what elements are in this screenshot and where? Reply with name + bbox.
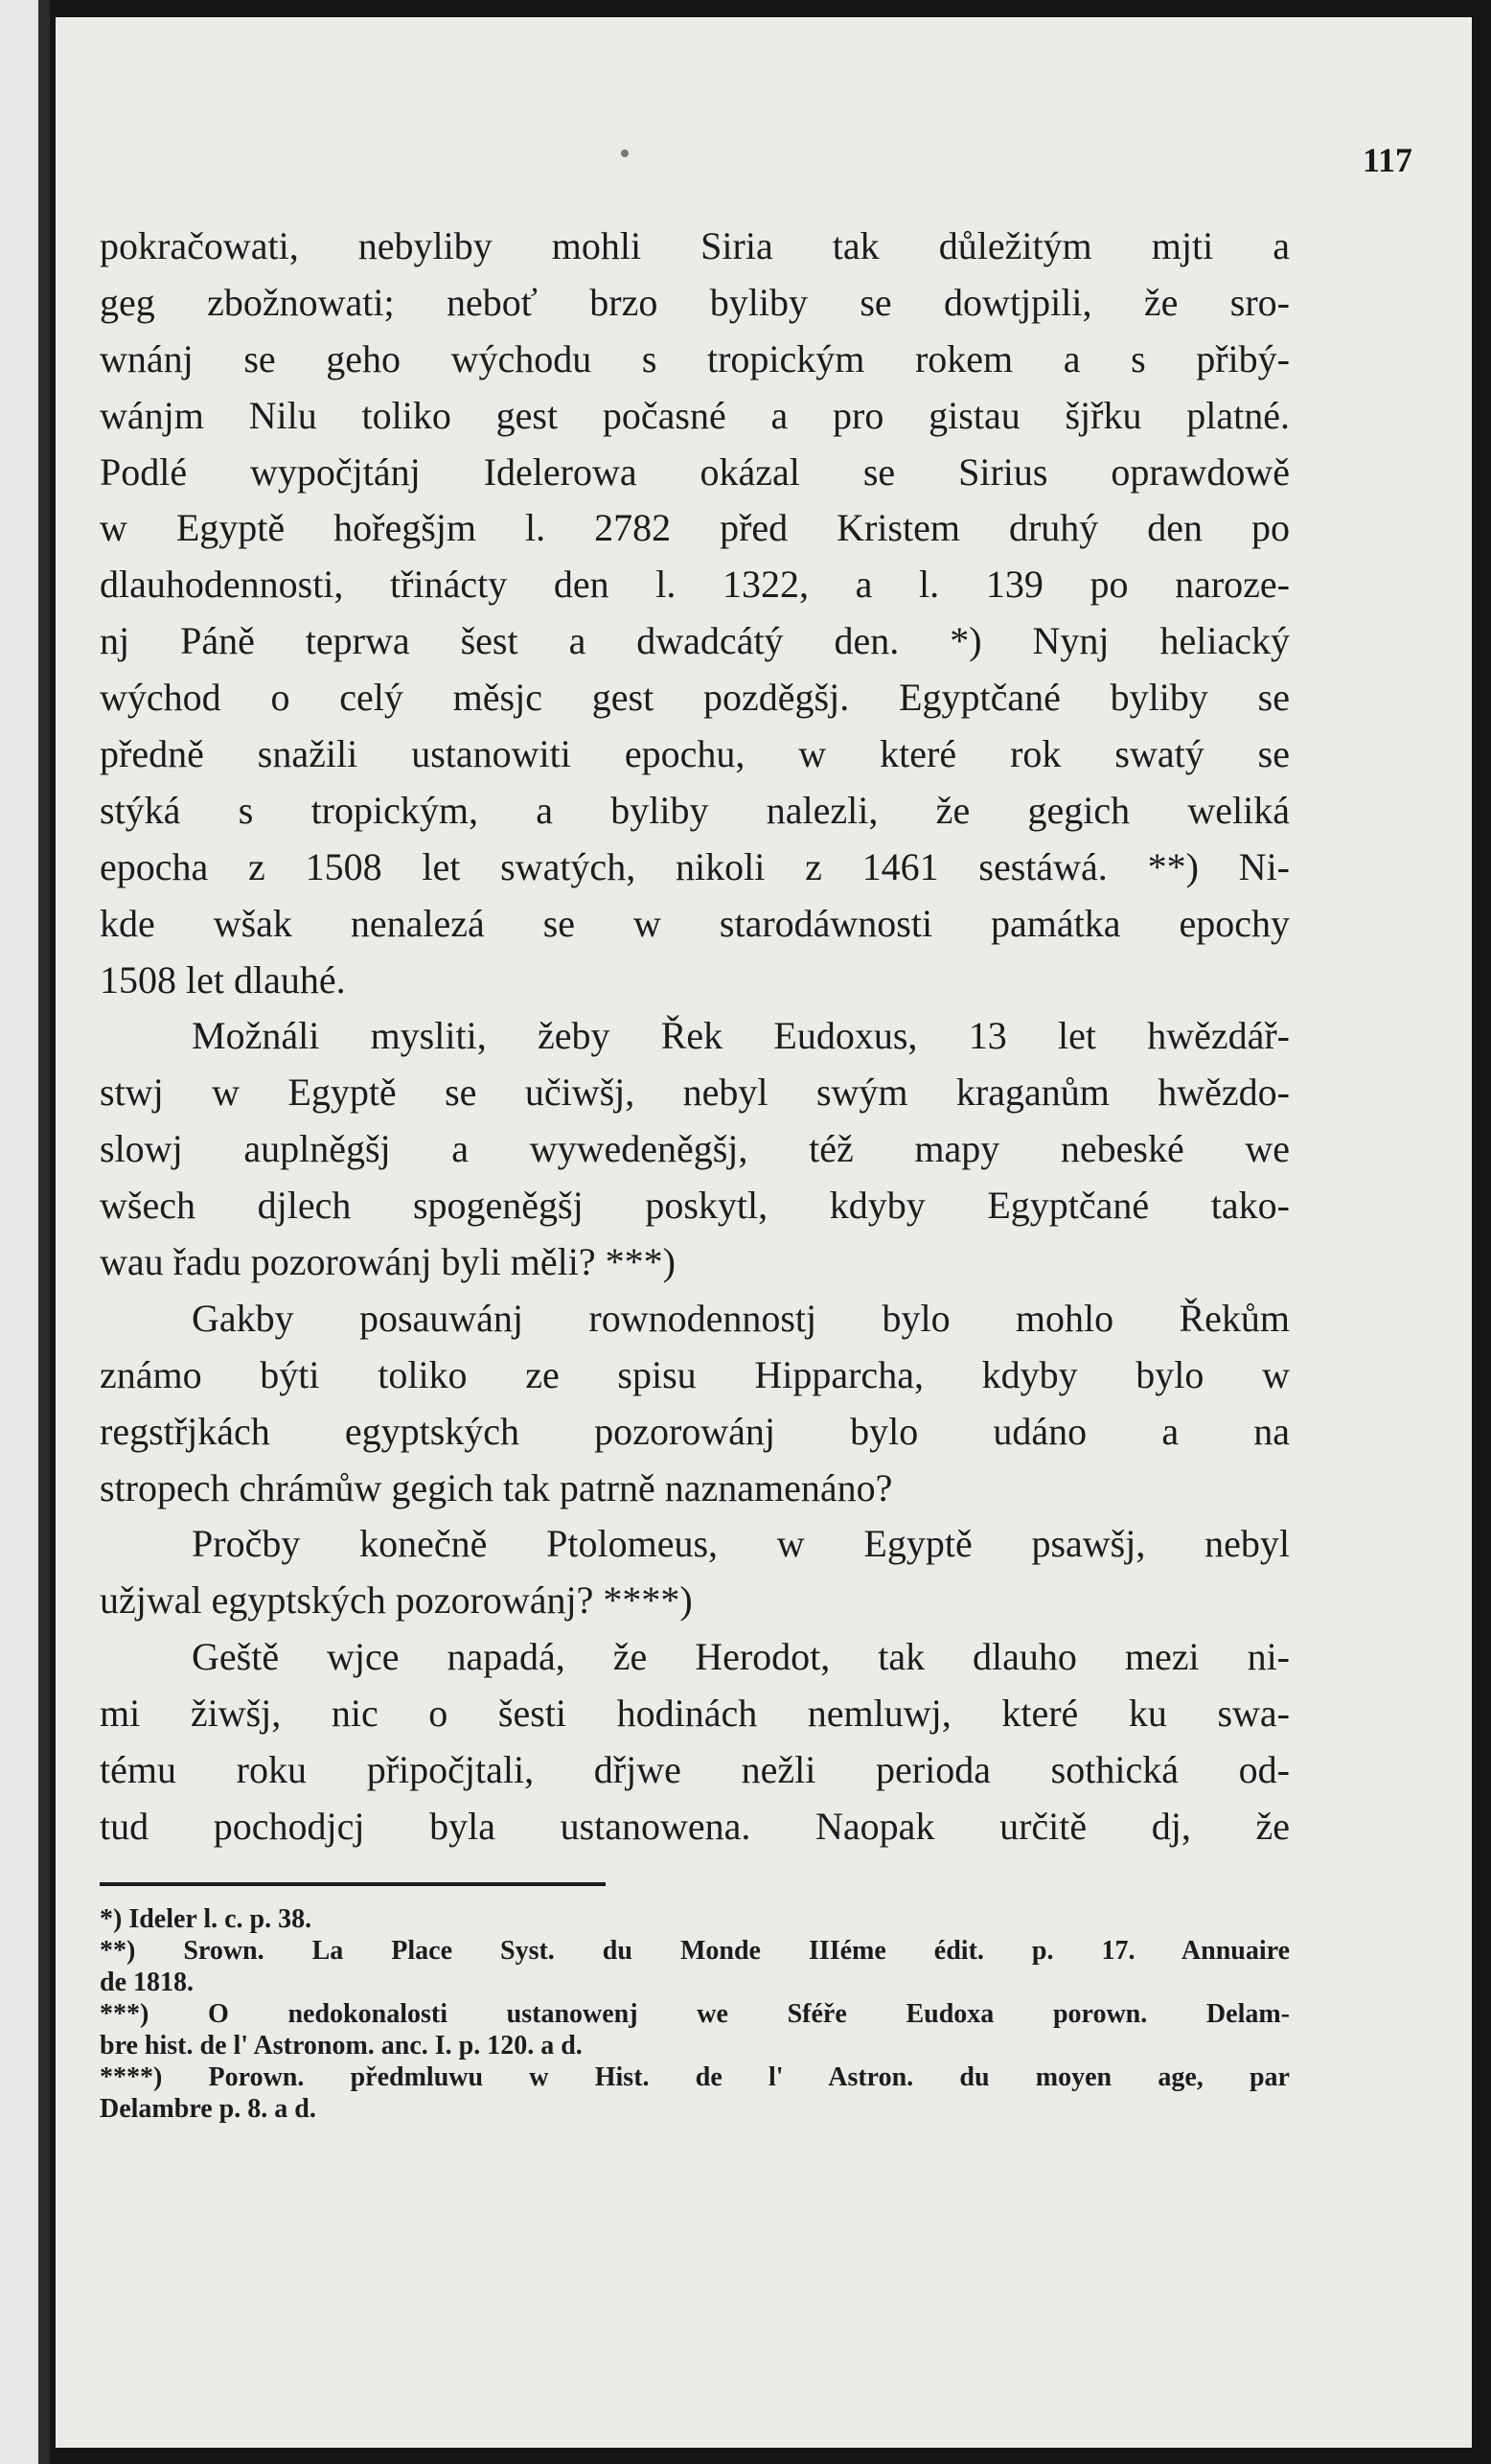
text-line: wánjm Nilu toliko gest počasné a pro gistau šjřku platné. (100, 393, 1290, 437)
footnotes (100, 1903, 1290, 2125)
footnote-line: Delambre p. 8. a d. (100, 2094, 316, 2124)
text-line: mi žiwšj, nic o šesti hodinách nemluwj, které ku swa- (100, 1692, 1290, 1736)
text-line: w Egyptě hořegšjm l. 2782 před Kristem druhý den po (100, 506, 1290, 550)
text-line: tému roku připočjtali, dřjwe nežli perioda sothická od- (100, 1748, 1290, 1792)
text-line: kde wšak nenalezá se w starodáwnosti památka epochy (100, 901, 1290, 945)
text-line: pokračowati, nebyliby mohli Siria tak důležitým mjti a (100, 224, 1290, 267)
text-line: nj Páně teprwa šest a dwadcátý den. *) Nynj heliacký (100, 619, 1290, 663)
text-line: stýká s tropickým, a byliby nalezli, že gegich weliká (100, 788, 1290, 832)
footnote-line: ****) Porown. předmluwu w Hist. de l' Astron. du moyen age, par (100, 2062, 1290, 2092)
book-page (56, 17, 1472, 2448)
paragraph-start-line: Možnáli mysliti, žeby Řek Eudoxus, 13 let hwězdář- (192, 1014, 1290, 1058)
previous-page-edge (0, 0, 50, 2464)
footnote-line: ***) O nedokonalosti ustanowenj we Sféře Eudoxa porown. Delam- (100, 1999, 1290, 2029)
paragraph-end-line: užjwal egyptských pozorowánj? ****) (100, 1578, 693, 1623)
paper-speck (621, 150, 629, 157)
text-line: wšech djlech spogeněgšj poskytl, kdyby Egyptčané tako- (100, 1184, 1290, 1228)
text-line: dlauhodennosti, třinácty den l. 1322, a l. 139 po naroze- (100, 563, 1290, 607)
page-number: 117 (1362, 141, 1412, 179)
footnote-line: de 1818. (100, 1968, 194, 1997)
text-line: známo býti toliko ze spisu Hipparcha, kdyby bylo w (100, 1352, 1290, 1396)
text-line: předně snažili ustanowiti epochu, w které rok swatý se (100, 732, 1290, 776)
footnote-line: *) Ideler l. c. p. 38. (100, 1904, 312, 1934)
text-line: wnánj se geho wýchodu s tropickým rokem a s přibý- (100, 336, 1290, 380)
text-line: stwj w Egyptě se učiwšj, nebyl swým kraganům hwězdo- (100, 1071, 1290, 1115)
paragraph-end-line: stropech chrámůw gegich tak patrně naznamenáno? (100, 1465, 893, 1509)
text-line: epocha z 1508 let swatých, nikoli z 1461 sestáwá. **) Ni- (100, 844, 1290, 888)
text-line: Podlé wypočjtánj Idelerowa okázal se Sirius oprawdowě (100, 449, 1290, 494)
paragraph-end-line: wau řadu pozorowánj byli měli? ***) (100, 1240, 676, 1284)
text-line: regstřjkách egyptských pozorowánj bylo udáno a na (100, 1409, 1290, 1453)
text-line: slowj auplněgšj a wywedeněgšj, též mapy nebeské we (100, 1127, 1290, 1171)
text-line: tud pochodjcj byla ustanowena. Naopak určitě dj, že (100, 1804, 1290, 1848)
paragraph-start-line: Pročby konečně Ptolomeus, w Egyptě psawšj, nebyl (192, 1522, 1290, 1566)
paragraph-start-line: Geště wjce napadá, že Herodot, tak dlauho mezi ni- (192, 1635, 1290, 1679)
text-line: wýchod o celý měsjc gest pozděgšj. Egyptčané byliby se (100, 676, 1290, 720)
paragraph-start-line: Gakby posauwánj rownodennostj bylo mohlo Řekům (192, 1296, 1290, 1340)
main-text (100, 219, 1290, 1855)
text-line: geg zbožnowati; neboť brzo byliby se dowtjpili, že sro- (100, 280, 1290, 324)
paragraph-end-line: 1508 let dlauhé. (100, 957, 346, 1002)
footnote-line: bre hist. de l' Astronom. anc. I. p. 120. a d. (100, 2031, 583, 2061)
footnote-line: **) Srown. La Place Syst. du Monde IIIéme édit. p. 17. Annuaire (100, 1936, 1290, 1966)
footnote-rule (100, 1882, 606, 1886)
